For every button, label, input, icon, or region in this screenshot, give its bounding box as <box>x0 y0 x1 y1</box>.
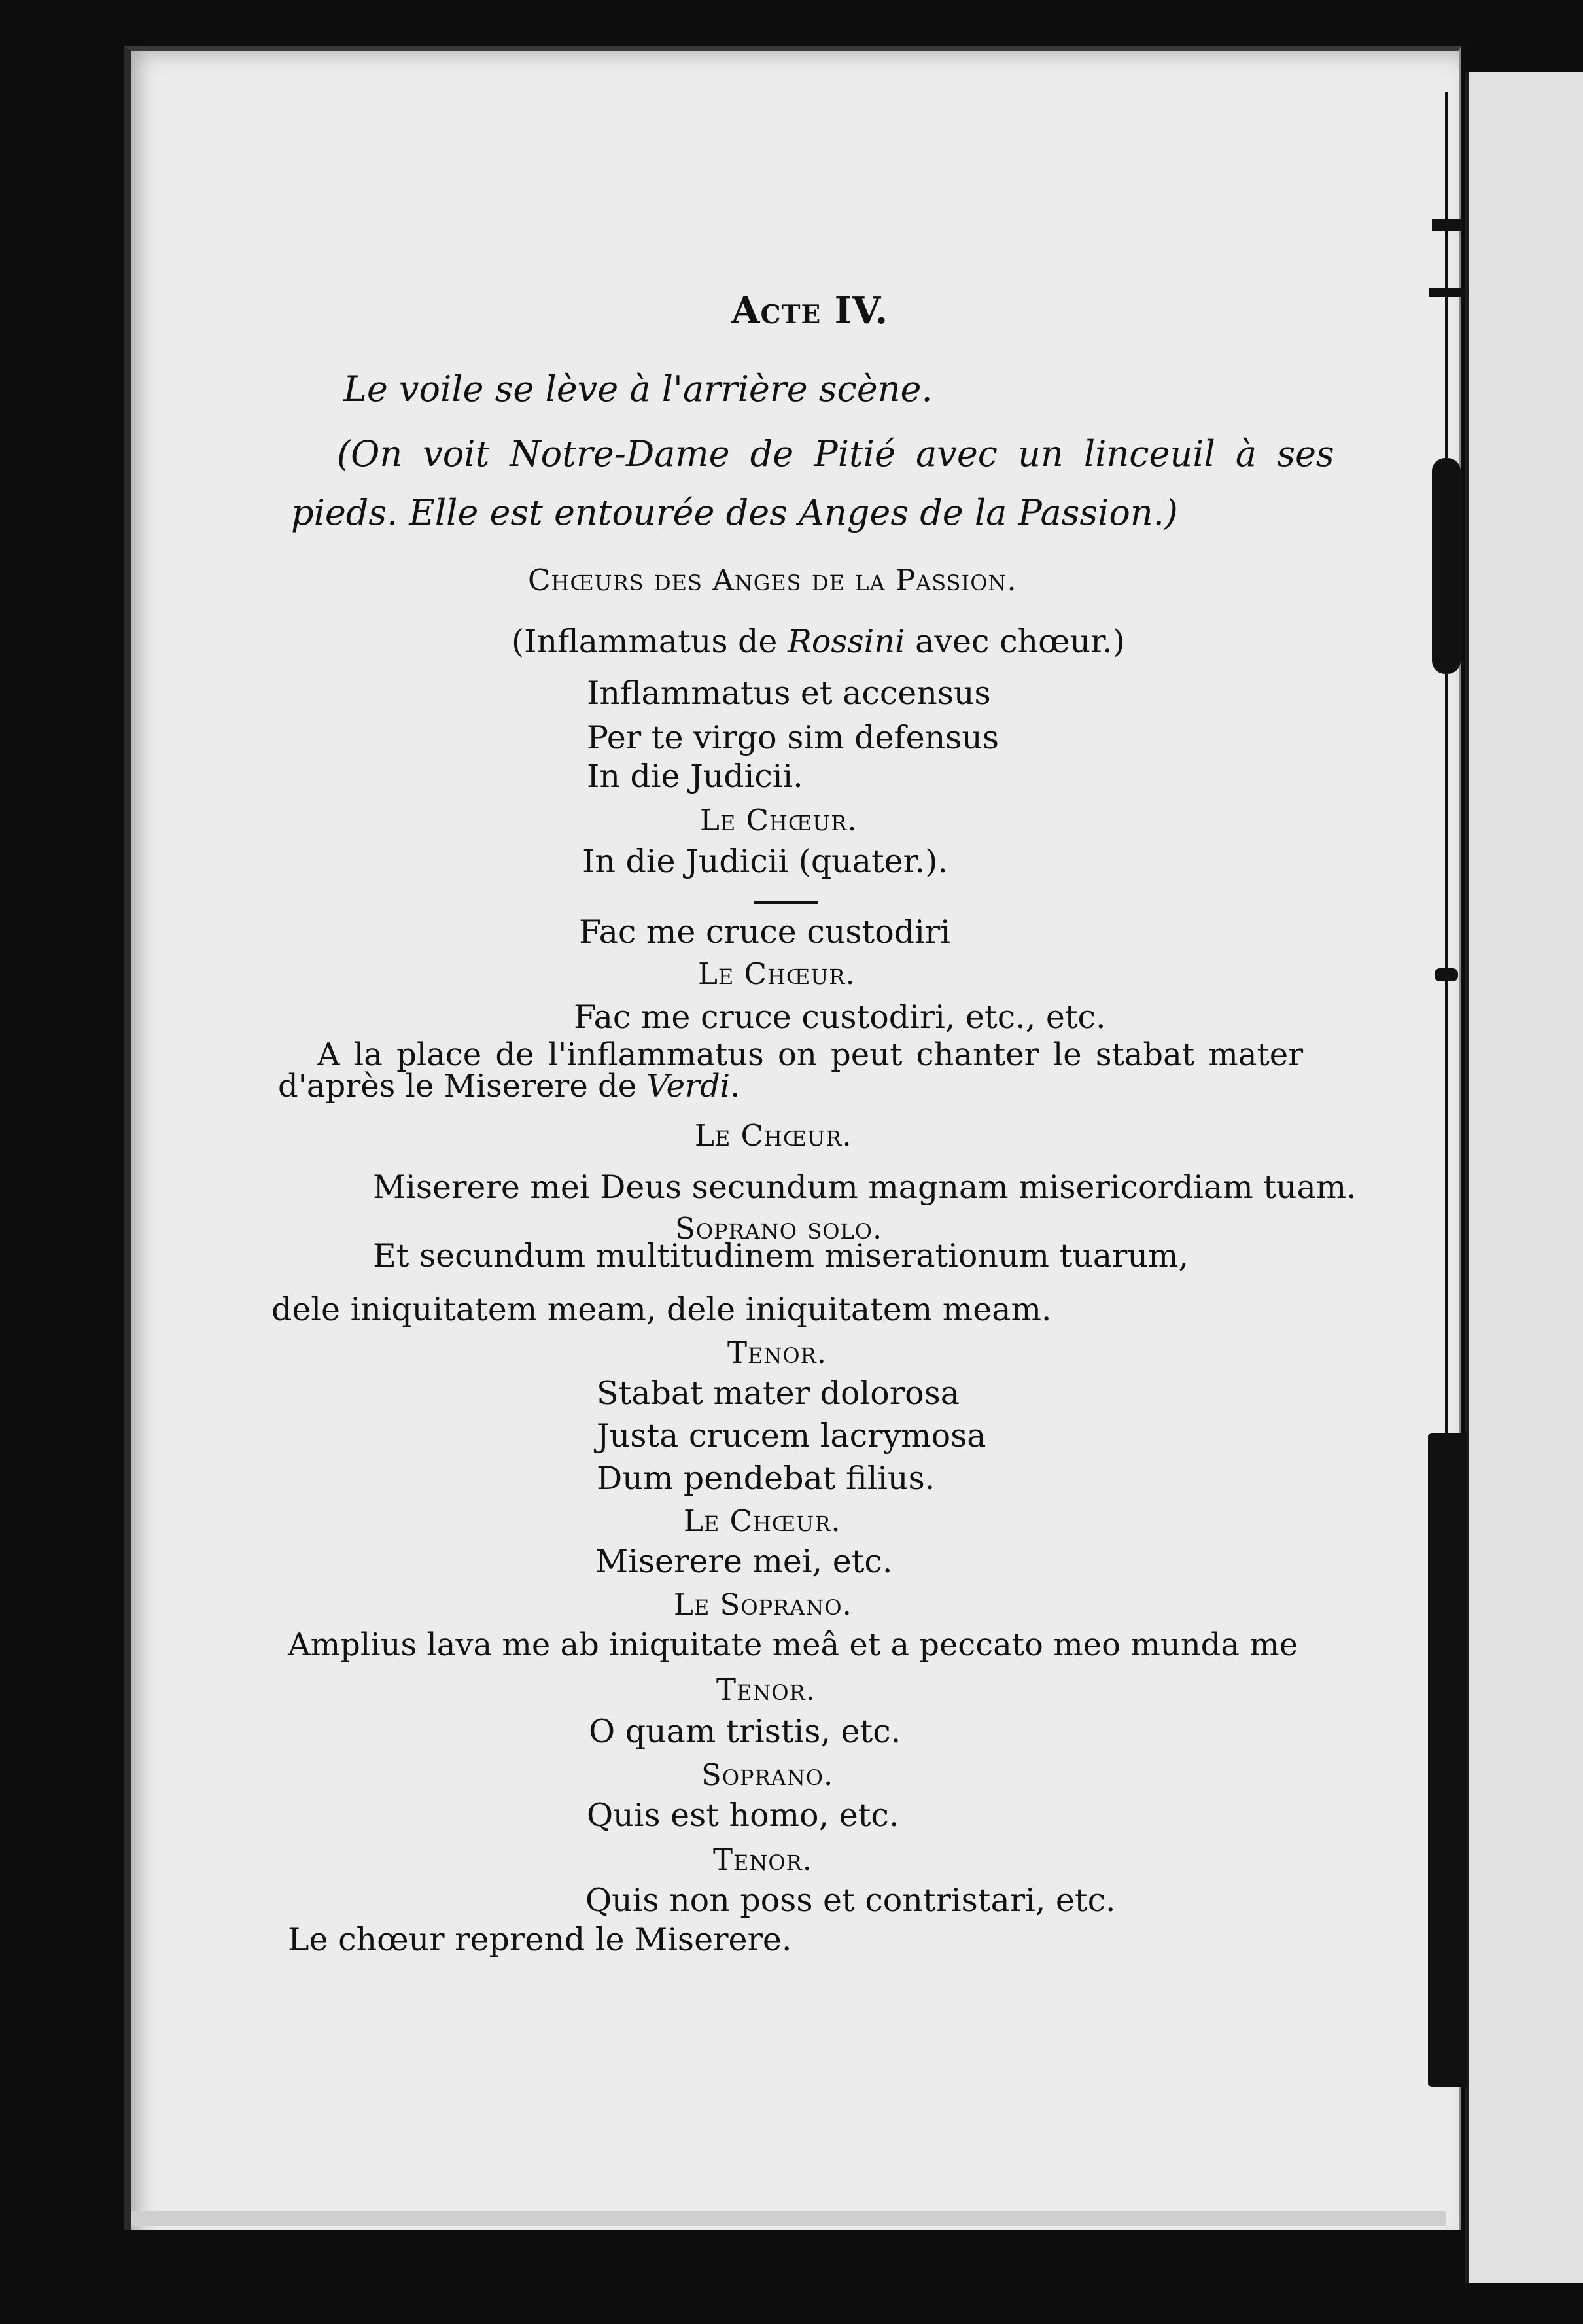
verse-line: Stabat mater dolorosa <box>597 1375 960 1412</box>
remark-author: Verdi <box>646 1068 731 1104</box>
closing-line: Le chœur reprend le Miserere. <box>288 1921 792 1958</box>
choir-title: Chœurs des Anges de la Passion. <box>528 563 1017 597</box>
speaker-label: Tenor. <box>727 1335 827 1370</box>
speaker-label: Tenor. <box>716 1672 816 1707</box>
verse-line: In die Judicii. <box>587 758 803 795</box>
speaker-label: Soprano solo. <box>675 1211 883 1246</box>
verse-line: Quis non poss et contristari, etc. <box>585 1882 1116 1919</box>
remark-end: . <box>730 1068 740 1104</box>
note-open: (Inflammatus de <box>512 623 788 660</box>
note-close: avec chœur.) <box>905 623 1125 660</box>
act-heading: Acte IV. <box>731 289 889 332</box>
speaker-label: Le Chœur. <box>700 803 858 837</box>
speaker-label: Le Soprano. <box>674 1587 852 1622</box>
remark-line-1: A la place de l'inflammatus on peut chanter le stabat mater <box>317 1036 1304 1073</box>
verse-line: Per te virgo sim defensus <box>587 719 1000 756</box>
verse-line: dele iniquitatem meam, dele iniquitatem meam. <box>271 1291 1052 1328</box>
verse-line: Justa crucem lacrymosa <box>597 1417 986 1454</box>
speaker-label: Tenor. <box>713 1842 813 1877</box>
stage-direction-2a: (On voit Notre-Dame de Pitié avec un linceuil à ses <box>337 433 1334 474</box>
verse-line: In die Judicii (quater.). <box>582 843 948 880</box>
speaker-label: Soprano. <box>701 1757 834 1792</box>
verse-line: Et secundum multitudinem miserationum tuarum, <box>373 1237 1189 1275</box>
remark-start: d'après le Miserere de <box>278 1068 647 1104</box>
facing-page <box>1465 72 1583 2283</box>
speaker-label: Le Chœur. <box>698 957 856 991</box>
verse-line: Inflammatus et accensus <box>587 675 991 712</box>
note-line <box>512 625 1125 658</box>
remark-line-2 <box>278 1070 740 1102</box>
binding-stitching <box>1423 92 1471 2087</box>
verse-line: O quam tristis, etc. <box>589 1713 901 1750</box>
verse-line: Fac me cruce custodiri <box>579 913 950 951</box>
stage-direction-1: Le voile se lève à l'arrière scène. <box>343 368 933 410</box>
page-edge <box>131 2211 1446 2226</box>
stage-direction-2b: pieds. Elle est entourée des Anges de la Passion.) <box>291 492 1178 533</box>
divider-rule <box>754 901 818 904</box>
speaker-label: Le Chœur. <box>695 1118 852 1153</box>
verse-line: Quis est homo, etc. <box>587 1797 899 1834</box>
verse-line: Miserere mei, etc. <box>595 1543 893 1580</box>
note-author: Rossini <box>787 623 905 660</box>
verse-line: Fac me cruce custodiri, etc., etc. <box>574 998 1106 1036</box>
verse-line: Dum pendebat filius. <box>597 1460 935 1497</box>
verse-line: Miserere mei Deus secundum magnam misericordiam tuam. <box>373 1169 1357 1206</box>
speaker-label: Le Chœur. <box>684 1504 841 1538</box>
verse-line: Amplius lava me ab iniquitate meâ et a peccato meo munda me <box>288 1627 1298 1663</box>
